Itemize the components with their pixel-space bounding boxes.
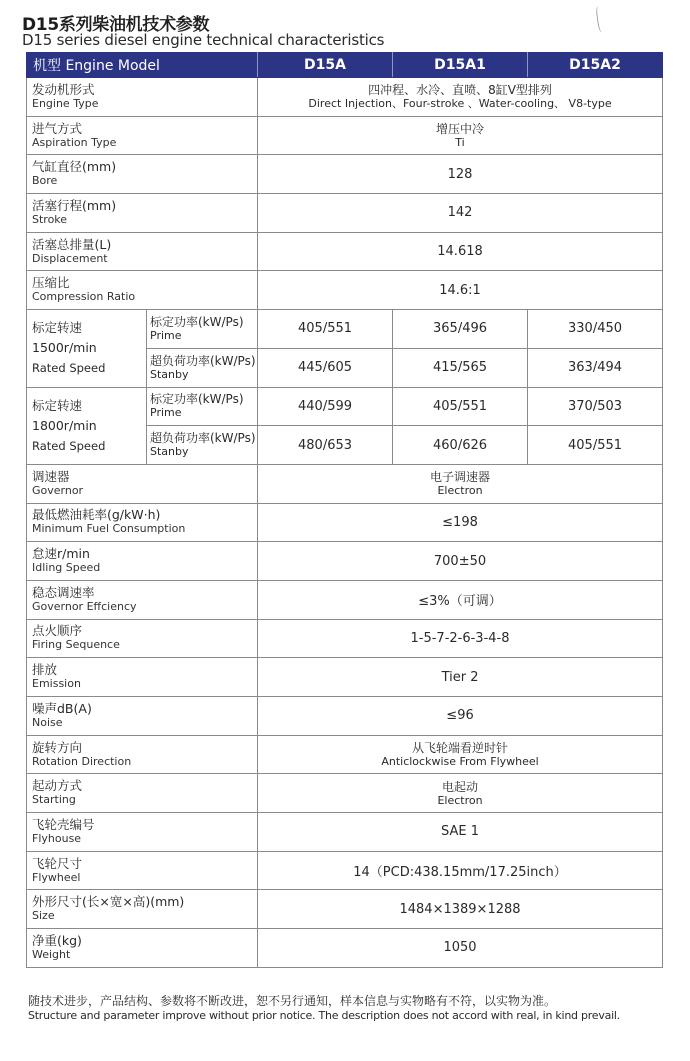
row-value: 1484×1389×1288 bbox=[258, 890, 663, 929]
table-row bbox=[27, 580, 663, 619]
row-value bbox=[258, 774, 663, 813]
label-cn: 起动方式 bbox=[32, 778, 83, 794]
label-en: Engine Type bbox=[32, 96, 99, 110]
table-row bbox=[27, 813, 663, 852]
table-header-row bbox=[27, 53, 663, 78]
speed-cn: 标定转速1500r/min bbox=[32, 320, 97, 356]
label-en: Firing Sequence bbox=[32, 638, 120, 652]
page-title-en: D15 series diesel engine technical characteristics bbox=[22, 31, 385, 49]
label-cn: 气缸直径(mm) bbox=[32, 159, 117, 175]
value-d15a1: 415/565 bbox=[393, 348, 528, 387]
sub-label bbox=[147, 348, 258, 387]
row-value: ≤3%（可调） bbox=[258, 580, 663, 619]
value-en: Electron bbox=[437, 793, 483, 807]
row-label bbox=[27, 580, 258, 619]
row-label bbox=[27, 929, 258, 968]
row-value: 142 bbox=[258, 194, 663, 233]
header-model-d15a1: D15A1 bbox=[393, 53, 528, 78]
label-en: Governor bbox=[32, 483, 84, 497]
table-row bbox=[27, 774, 663, 813]
value-d15a2: 405/551 bbox=[528, 426, 663, 465]
label-cn: 进气方式 bbox=[32, 120, 83, 136]
label-cn: 飞轮壳编号 bbox=[32, 816, 95, 832]
table-row bbox=[27, 697, 663, 736]
value-cn: 增压中冷 bbox=[436, 122, 485, 137]
label-en: Compression Ratio bbox=[32, 290, 136, 304]
table-row bbox=[27, 929, 663, 968]
value-d15a1: 365/496 bbox=[393, 310, 528, 349]
row-label bbox=[27, 78, 258, 117]
row-value: Tier 2 bbox=[258, 658, 663, 697]
label-cn: 调速器 bbox=[32, 468, 70, 484]
label-en: Rotation Direction bbox=[32, 754, 132, 768]
row-label bbox=[27, 155, 258, 194]
label-cn: 发动机形式 bbox=[32, 81, 95, 97]
table-row bbox=[27, 735, 663, 774]
table-row bbox=[27, 890, 663, 929]
label-cn: 净重(kg) bbox=[32, 932, 82, 948]
speed-en: Rated Speed bbox=[32, 438, 106, 453]
spec-table bbox=[26, 52, 663, 968]
table-row bbox=[27, 503, 663, 542]
row-value bbox=[258, 735, 663, 774]
label-cn: 旋转方向 bbox=[32, 739, 83, 755]
scan-mark bbox=[595, 6, 606, 33]
row-label bbox=[27, 503, 258, 542]
value-d15a1: 405/551 bbox=[393, 387, 528, 426]
label-en: Flyhouse bbox=[32, 831, 82, 845]
value-d15a: 445/605 bbox=[258, 348, 393, 387]
row-value bbox=[258, 116, 663, 155]
label-en: Bore bbox=[32, 174, 58, 188]
row-label bbox=[27, 774, 258, 813]
table-row bbox=[27, 310, 663, 349]
value-d15a: 405/551 bbox=[258, 310, 393, 349]
value-d15a: 440/599 bbox=[258, 387, 393, 426]
row-label bbox=[27, 232, 258, 271]
label-cn: 怠速r/min bbox=[32, 546, 90, 562]
rated-speed-label bbox=[27, 387, 147, 464]
footer-note-en: Structure and parameter improve without prior notice. The description does not accord with real, in kind prevail. bbox=[28, 1009, 620, 1022]
table-row bbox=[27, 542, 663, 581]
row-label bbox=[27, 542, 258, 581]
table-row bbox=[27, 155, 663, 194]
row-label bbox=[27, 851, 258, 890]
value-cn: 从飞轮端看逆时针 bbox=[412, 741, 509, 756]
value-en: Anticlockwise From Flywheel bbox=[381, 755, 539, 769]
row-label bbox=[27, 658, 258, 697]
value-cn: 电子调速器 bbox=[430, 470, 491, 485]
row-label bbox=[27, 697, 258, 736]
row-value: 14.6:1 bbox=[258, 271, 663, 310]
sub-cn: 超负荷功率(kW/Ps) bbox=[150, 431, 256, 446]
table-row bbox=[27, 271, 663, 310]
sub-cn: 标定功率(kW/Ps) bbox=[150, 392, 244, 407]
value-cn: 四冲程、水冷、直喷、8缸V型排列 bbox=[368, 83, 552, 98]
table-row bbox=[27, 619, 663, 658]
value-en: Electron bbox=[437, 484, 483, 498]
row-value: 14（PCD:438.15mm/17.25inch） bbox=[258, 851, 663, 890]
sub-en: Stanby bbox=[150, 445, 189, 459]
value-d15a2: 370/503 bbox=[528, 387, 663, 426]
row-label bbox=[27, 619, 258, 658]
row-label bbox=[27, 116, 258, 155]
label-en: Governor Effciency bbox=[32, 599, 137, 613]
row-label bbox=[27, 464, 258, 503]
page-title-cn: D15系列柴油机技术参数 bbox=[22, 15, 210, 35]
row-label bbox=[27, 271, 258, 310]
row-label bbox=[27, 194, 258, 233]
value-d15a: 480/653 bbox=[258, 426, 393, 465]
label-en: Flywheel bbox=[32, 870, 81, 884]
footer-note-cn: 随技术进步，产品结构、参数将不断改进，恕不另行通知，样本信息与实物略有不符，以实物为准。 bbox=[28, 994, 557, 1008]
label-cn: 最低燃油耗率(g/kW·h) bbox=[32, 507, 161, 523]
value-d15a1: 460/626 bbox=[393, 426, 528, 465]
table-row bbox=[27, 232, 663, 271]
row-value: 700±50 bbox=[258, 542, 663, 581]
label-cn: 稳态调速率 bbox=[32, 584, 95, 600]
label-cn: 飞轮尺寸 bbox=[32, 855, 83, 871]
sub-cn: 超负荷功率(kW/Ps) bbox=[150, 353, 256, 368]
row-value: ≤198 bbox=[258, 503, 663, 542]
label-en: Weight bbox=[32, 947, 71, 961]
label-cn: 噪声dB(A) bbox=[32, 700, 92, 716]
value-en: Ti bbox=[455, 136, 465, 150]
value-en: Direct Injection、Four-stroke 、Water-cooling、 V8-type bbox=[308, 97, 612, 111]
header-engine-model: 机型 Engine Model bbox=[27, 53, 258, 78]
row-value: 1050 bbox=[258, 929, 663, 968]
row-value: ≤96 bbox=[258, 697, 663, 736]
header-model-d15a2: D15A2 bbox=[528, 53, 663, 78]
speed-cn: 标定转速1800r/min bbox=[32, 397, 97, 433]
sub-label bbox=[147, 387, 258, 426]
value-cn: 电起动 bbox=[442, 779, 479, 794]
sub-cn: 标定功率(kW/Ps) bbox=[150, 314, 244, 329]
label-cn: 压缩比 bbox=[32, 275, 70, 291]
row-label bbox=[27, 813, 258, 852]
header-model-d15a: D15A bbox=[258, 53, 393, 78]
value-d15a2: 363/494 bbox=[528, 348, 663, 387]
sub-label bbox=[147, 310, 258, 349]
label-en: Aspiration Type bbox=[32, 135, 117, 149]
table-row bbox=[27, 464, 663, 503]
table-row bbox=[27, 78, 663, 117]
row-value bbox=[258, 464, 663, 503]
label-en: Displacement bbox=[32, 251, 108, 265]
label-cn: 活塞行程(mm) bbox=[32, 197, 117, 213]
row-value: SAE 1 bbox=[258, 813, 663, 852]
sub-en: Prime bbox=[150, 328, 182, 342]
row-value: 14.618 bbox=[258, 232, 663, 271]
label-cn: 外形尺寸(长×宽×高)(mm) bbox=[32, 894, 185, 910]
rated-speed-label bbox=[27, 310, 147, 387]
table-row bbox=[27, 658, 663, 697]
label-en: Minimum Fuel Consumption bbox=[32, 522, 186, 536]
table-row bbox=[27, 387, 663, 426]
table-row bbox=[27, 194, 663, 233]
sub-en: Prime bbox=[150, 406, 182, 420]
value-d15a2: 330/450 bbox=[528, 310, 663, 349]
speed-en: Rated Speed bbox=[32, 361, 106, 376]
label-en: Noise bbox=[32, 715, 63, 729]
row-value: 1-5-7-2-6-3-4-8 bbox=[258, 619, 663, 658]
label-cn: 点火顺序 bbox=[32, 623, 83, 639]
label-cn: 排放 bbox=[32, 662, 58, 678]
table-row bbox=[27, 116, 663, 155]
label-en: Emission bbox=[32, 677, 81, 691]
label-en: Idling Speed bbox=[32, 561, 101, 575]
label-en: Stroke bbox=[32, 212, 68, 226]
row-label bbox=[27, 890, 258, 929]
row-value bbox=[258, 78, 663, 117]
table-row bbox=[27, 851, 663, 890]
sub-label bbox=[147, 426, 258, 465]
row-label bbox=[27, 735, 258, 774]
label-en: Starting bbox=[32, 793, 76, 807]
label-cn: 活塞总排量(L) bbox=[32, 236, 112, 252]
row-value: 128 bbox=[258, 155, 663, 194]
sub-en: Stanby bbox=[150, 367, 189, 381]
label-en: Size bbox=[32, 909, 55, 923]
